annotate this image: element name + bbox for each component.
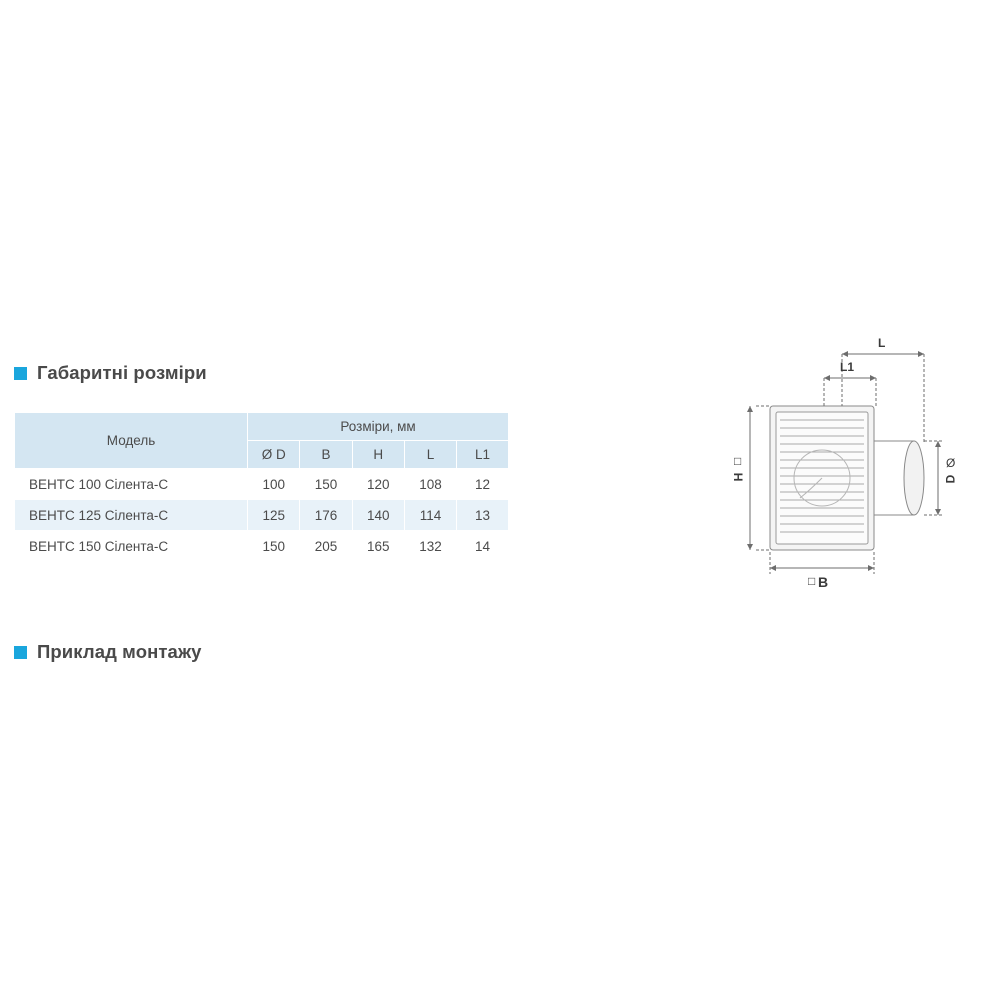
label-L: L (878, 336, 886, 350)
table-row (15, 469, 509, 500)
cell-l: 132 (404, 531, 456, 562)
table-header-col-l: L (404, 441, 456, 469)
square-bullet-icon (14, 646, 27, 659)
section-heading-dimensions (14, 362, 207, 384)
cell-l1: 14 (457, 531, 509, 562)
diameter-symbol-H-icon: □ (734, 454, 742, 468)
label-D: D (943, 474, 958, 484)
cell-l: 114 (404, 500, 456, 531)
table-header-sizes-group: Розміри, мм (248, 413, 509, 441)
cell-d: 100 (248, 469, 300, 500)
table-header-col-l1: L1 (457, 441, 509, 469)
fan-dimension-drawing (690, 330, 990, 630)
cell-d: 150 (248, 531, 300, 562)
label-H: H (731, 472, 746, 482)
table-header-col-h: H (352, 441, 404, 469)
cell-l1: 13 (457, 500, 509, 531)
section-heading-install-label: Приклад монтажу (37, 641, 202, 662)
cell-d: 125 (248, 500, 300, 531)
cell-model: ВЕНТС 100 Сілента-С (15, 469, 248, 500)
section-heading-install-clip (0, 641, 420, 665)
table-header-col-b: B (300, 441, 352, 469)
table-header-col-d: Ø D (248, 441, 300, 469)
label-L1: L1 (840, 360, 855, 374)
table-body (15, 469, 509, 562)
cell-h: 140 (352, 500, 404, 531)
table-row (15, 500, 509, 531)
diameter-symbol-B-icon: □ (808, 574, 816, 588)
cell-model: ВЕНТС 150 Сілента-С (15, 531, 248, 562)
square-bullet-icon (14, 367, 27, 380)
table-header-model: Модель (15, 413, 248, 469)
section-heading-install (14, 641, 202, 663)
dimensions-table (14, 412, 509, 562)
cell-model: ВЕНТС 125 Сілента-С (15, 500, 248, 531)
table-row (15, 531, 509, 562)
table-header (15, 413, 509, 469)
diameter-symbol-D-icon: Ø (946, 456, 956, 470)
cell-l: 108 (404, 469, 456, 500)
label-B: B (818, 574, 829, 590)
cell-b: 150 (300, 469, 352, 500)
section-heading-dimensions-label: Габаритні розміри (37, 362, 207, 383)
table-header-row-1 (15, 413, 509, 441)
cell-l1: 12 (457, 469, 509, 500)
cell-h: 165 (352, 531, 404, 562)
cell-b: 176 (300, 500, 352, 531)
cell-b: 205 (300, 531, 352, 562)
cell-h: 120 (352, 469, 404, 500)
